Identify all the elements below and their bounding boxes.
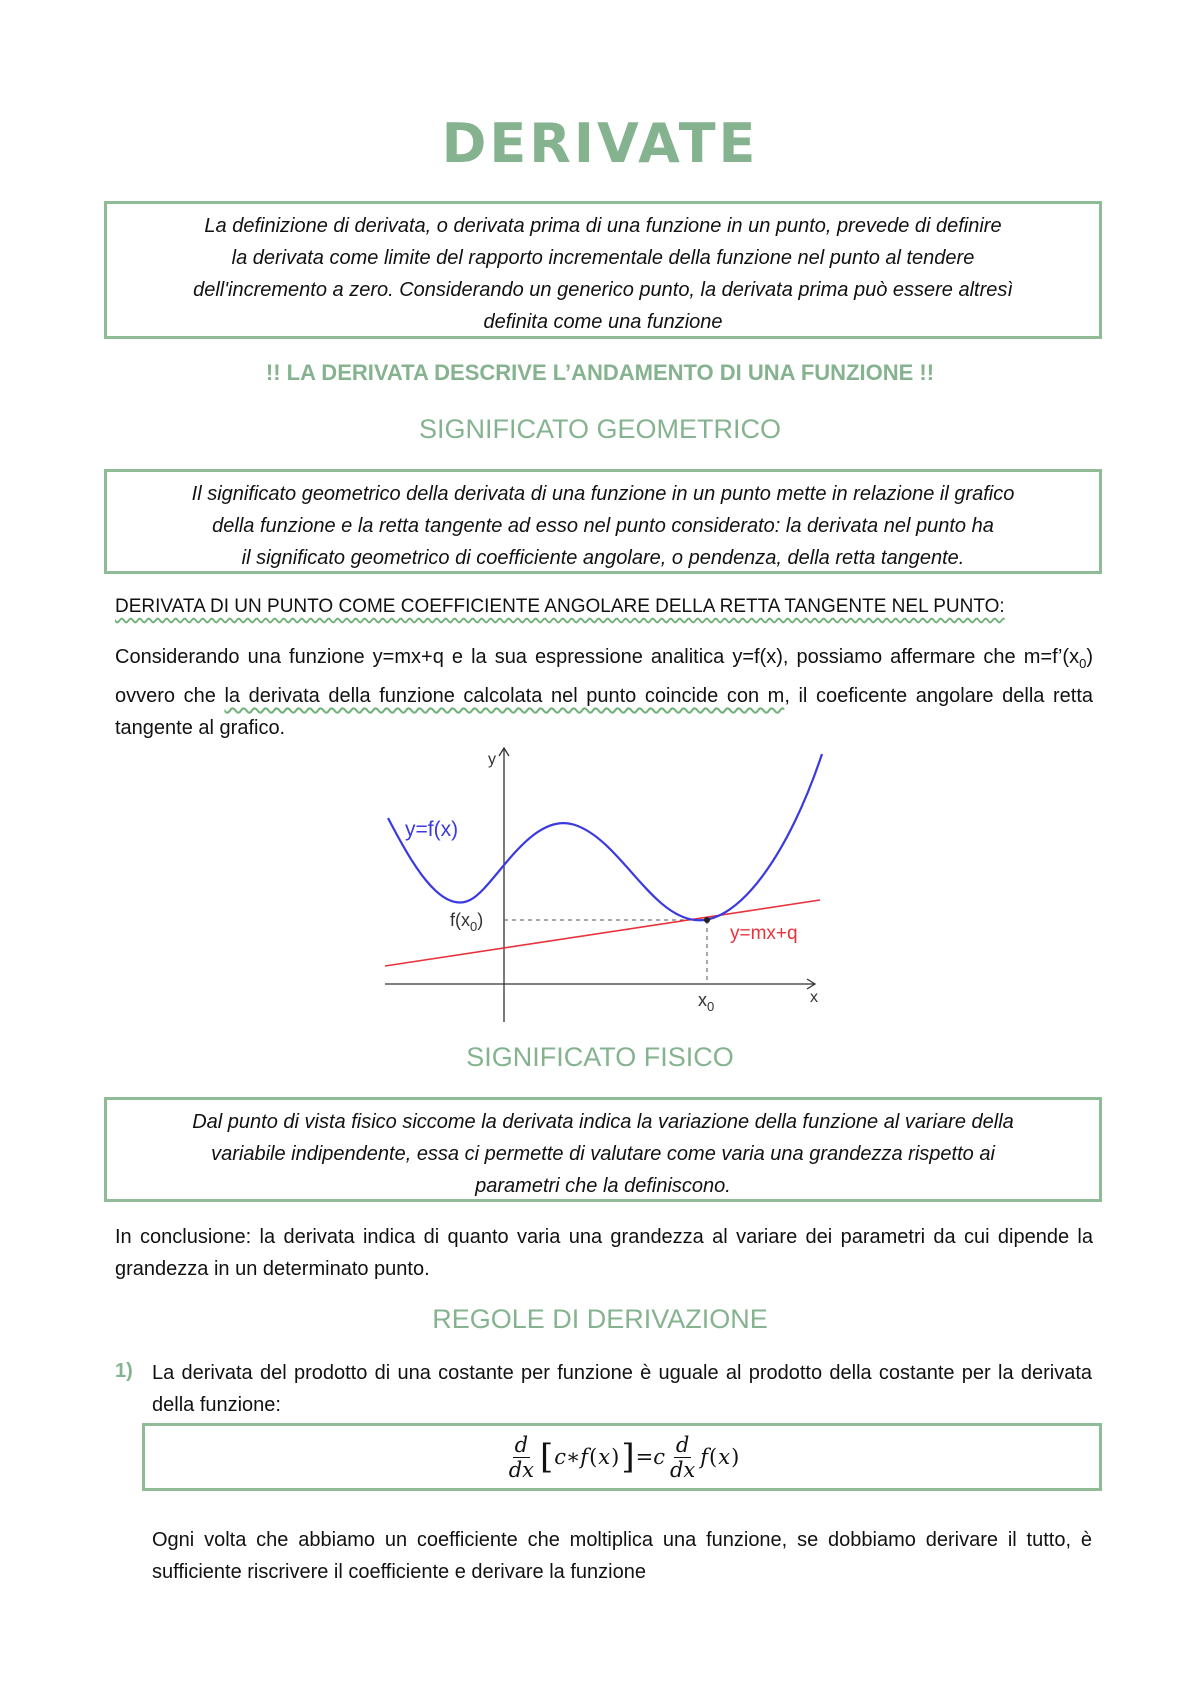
formula-paren: ( [709, 1445, 718, 1469]
x-axis-label: x [810, 989, 818, 1006]
formula-var: x [718, 1445, 731, 1469]
geometric-subheading: DERIVATA DI UN PUNTO COME COEFFICIENTE ANGOLARE DELLA RETTA TANGENTE NEL PUNTO: [115, 596, 1005, 617]
definition-line: dell'incremento a zero. Considerando un generico punto, la derivata prima può essere altresì [193, 279, 1013, 301]
para-highlight: la derivata della funzione calcolata nel punto coincide con m [224, 685, 785, 707]
formula-paren: ( [589, 1445, 598, 1469]
curve-label: y=f(x) [405, 818, 459, 841]
definition-box [104, 201, 1102, 339]
definition-line: la derivata come limite del rapporto incrementale della funzione nel punto al tendere [231, 247, 975, 269]
section-heading-rules: REGOLE DI DERIVAZIONE [432, 1304, 768, 1334]
section-heading-physical: SIGNIFICATO FISICO [466, 1042, 734, 1072]
formula-var: x [598, 1445, 611, 1469]
geometric-line: il significato geometrico di coefficiente angolare, o pendenza, della retta tangente. [241, 547, 965, 569]
rule-text: La derivata del prodotto di una costante per funzione è uguale al prodotto della costante per la derivata della funzione: [152, 1362, 1092, 1416]
formula-paren: ) [611, 1445, 620, 1469]
geometric-paragraph [115, 641, 1093, 744]
physical-box [104, 1097, 1102, 1202]
formula-paren: ) [731, 1445, 740, 1469]
formula-bracket: [ [540, 1437, 554, 1477]
rule-note: Ogni volta che abbiamo un coefficiente che moltiplica una funzione, se dobbiamo derivare il tutto, è sufficiente riscrivere il coefficiente e derivare la funzione [152, 1529, 1092, 1583]
derivative-operator: $\frac{d}{dx}$ [669, 1432, 696, 1482]
formula-bracket: ] [621, 1437, 635, 1477]
tangent-label: y=mx+q [730, 923, 798, 944]
formula-box [142, 1423, 1102, 1491]
derivative-graph [370, 740, 830, 1030]
tangent-point [704, 917, 710, 923]
section-heading-geometric: SIGNIFICATO GEOMETRICO [418, 414, 782, 444]
alert-banner: !! LA DERIVATA DESCRIVE L’ANDAMENTO DI UNA FUNZIONE !! [265, 360, 935, 385]
physical-line: parametri che la definiscono. [475, 1175, 731, 1197]
para-subscript: 0 [1079, 656, 1087, 671]
geometric-line: Il significato geometrico della derivata di una funzione in un punto mette in relazione il grafico [191, 483, 1015, 505]
definition-line: La definizione di derivata, o derivata prima di una funzione in un punto, prevede di definire [204, 215, 1002, 237]
para-text: Considerando una funzione y=mx+q e la sua espressione analitica y=f(x), possiamo affermare che m=f’(x [115, 646, 1080, 668]
physical-line: variabile indipendente, essa ci permette di valutare come varia una grandezza rispetto ai [211, 1143, 995, 1165]
x0-label: $x_0$ [698, 990, 715, 1014]
definition-line: definita come una funzione [483, 311, 723, 333]
page-title: DERIVATE [441, 112, 759, 175]
derivative-operator: $\frac{d}{dx}$ [508, 1432, 534, 1482]
rule-number: 1) [115, 1360, 133, 1382]
fx0-label: $f(x_0)$ [450, 910, 484, 934]
formula-term: c∗f [554, 1445, 589, 1469]
para-text: ) ovvero che [115, 646, 1093, 707]
para-text: , il coeficente angolare della retta tangente al grafico. [115, 685, 1094, 739]
geometric-line: della funzione e la retta tangente ad esso nel punto considerato: la derivata nel punto ha [212, 515, 994, 537]
conclusion-paragraph: In conclusione: la derivata indica di quanto varia una grandezza al variare dei parametri da cui dipende la grandezza in un determinato punto. [115, 1226, 1093, 1280]
formula-term: =c [635, 1445, 665, 1469]
formula-term: f [700, 1445, 709, 1469]
y-axis-label: y [488, 751, 496, 768]
physical-line: Dal punto di vista fisico siccome la derivata indica la variazione della funzione al variare della [192, 1111, 1014, 1133]
geometric-box [104, 469, 1102, 574]
